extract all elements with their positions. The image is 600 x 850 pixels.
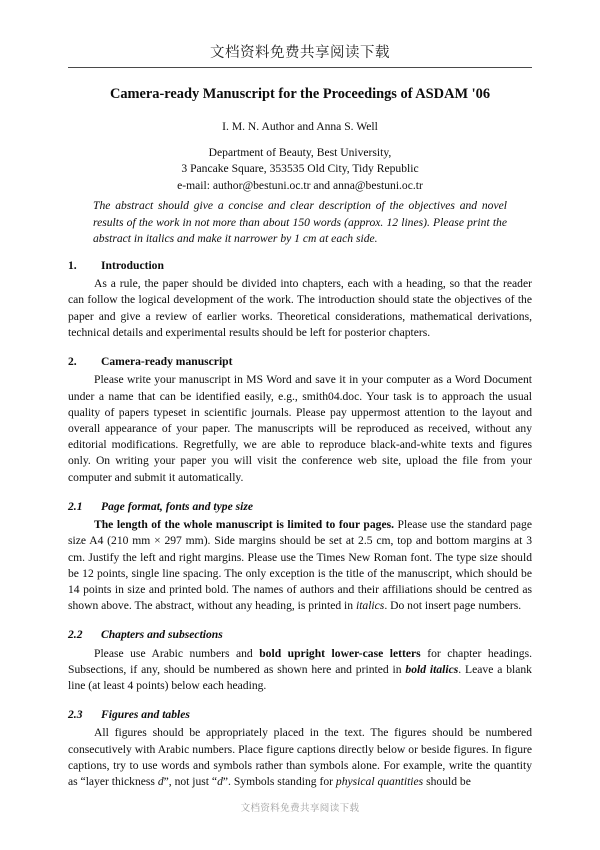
s21-italic-1: italics (355, 599, 385, 613)
section-title-1: Introduction (101, 259, 164, 272)
section-body-2: Please write your manuscript in MS Word and save it in your computer as a Word Document under a name that can be identified easily, e.g., smith04.doc. Your task is to approach the usual quality of papers typeset in scientific journals. Please pay uppermost attention to the layout and overall appearance of your paper. The manuscripts will be reproduced as received, without any editorial modifications. Regretfully, we are able to reproduce black-and-white texts and figures only. On writing your paper you will visit the conference web site, upload the file from your computer and submit it automatically. (68, 373, 532, 484)
s22-bolditalic-1: bold italics (405, 662, 459, 676)
author-line: I. M. N. Author and Anna S. Well (222, 120, 378, 133)
section-gap (68, 341, 532, 354)
s22-text-3: . Leave a blank line (at least 4 points) below each heading. (68, 662, 532, 693)
s22-text-1: Please use Arabic numbers and (94, 646, 260, 660)
s21-text-1: Please use the standard page size A4 (210 mm × 297 mm). Side margins should be set at 2.5 cm, top and bottom margins at 3 cm. Justify the left and right margins. Please use the Times New Roman font. The type size should be 12 points, single line spacing. The only exception is the title of the manuscript, which should be 14 points in size and printed bold. The names of authors and their affiliations should be centred as shown above. The abstract, without any heading, is printed in (68, 518, 532, 613)
s21-text-2: . Do not insert page numbers. (384, 599, 522, 613)
subsection-heading-2-2 (68, 627, 532, 643)
affiliation-block (68, 145, 532, 194)
s21-lead-bold: The length of the whole manuscript is limited to four pages. (94, 518, 395, 532)
subsection-title-2-3: Figures and tables (101, 708, 190, 722)
section-heading-1 (68, 258, 532, 274)
section-heading-2 (68, 354, 532, 370)
s23-text-4: should be (423, 775, 471, 789)
s23-italic-1: d (157, 775, 164, 789)
s23-italic-2: d (217, 775, 223, 789)
subsection-number-2-1: 2.1 (68, 499, 83, 513)
subsection-title-2-2: Chapters and subsections (101, 628, 223, 642)
subsection-gap (68, 614, 532, 627)
s23-italic-3: physical quantities (335, 775, 424, 789)
s23-text-1: All figures should be appropriately placed in the text. The figures should be numbered consecutively with Arabic numbers. Place figure captions directly below or beside figures. In figure captions, try to use words and symbols rather than symbols alone. For example, write the quantity as “layer thickness (68, 726, 532, 789)
section-body-1: As a rule, the paper should be divided into chapters, each with a heading, so that the reader can follow the logical development of the work. The introduction should state the objectives of the paper and give a review of earlier works. Theoretical considerations, mathematical derivations, technical details and experimental results should be left for posterior chapters. (68, 277, 532, 339)
affiliation-line-2: 3 Pancake Square, 353535 Old City, Tidy Republic (181, 162, 419, 176)
subsection-gap (68, 486, 532, 499)
subsection-title-2-1: Page format, fonts and type size (101, 499, 253, 513)
s22-text-2: for chapter headings. Subsections, if any, should be numbered as shown here and printed in (68, 646, 532, 676)
document-title: Camera-ready Manuscript for the Proceedings of ASDAM '06 (109, 86, 491, 102)
affiliation-email-line: e-mail: author@bestuni.oc.tr and anna@bestuni.oc.tr (177, 178, 423, 192)
header-divider-rule (68, 67, 532, 68)
header-watermark-text: 文档资料免费共享阅读下载 (210, 45, 390, 61)
s23-text-3: ”. Symbols standing for (222, 775, 336, 789)
subsection-body-2-3 (68, 725, 532, 790)
subsection-body-2-1 (68, 517, 532, 614)
footer-watermark-text: 文档资料免费共享阅读下载 (240, 803, 360, 814)
subsection-body-2-2 (68, 646, 532, 695)
subsection-heading-2-1 (68, 499, 532, 515)
document-body (68, 258, 532, 790)
abstract-block (93, 198, 507, 248)
subsection-heading-2-3 (68, 707, 532, 723)
subsection-gap (68, 694, 532, 707)
subsection-number-2-3: 2.3 (68, 708, 83, 722)
section-number-2: 2. (68, 355, 77, 369)
affiliation-line-1: Department of Beauty, Best University, (208, 146, 392, 159)
abstract-text: The abstract should give a concise and clear description of the objectives and novel results of the work in not more than about 150 words (approx. 12 lines). Please print the abstract in italics and make it narrower by 1 cm at each side. (93, 199, 507, 246)
subsection-number-2-2: 2.2 (68, 628, 83, 642)
section-title-2: Camera-ready manuscript (101, 355, 233, 369)
s22-bold-1: bold upright lower-case letters (259, 646, 421, 660)
s23-text-2: ”, not just “ (163, 775, 218, 789)
section-number-1: 1. (68, 259, 77, 272)
page-header (68, 44, 532, 68)
